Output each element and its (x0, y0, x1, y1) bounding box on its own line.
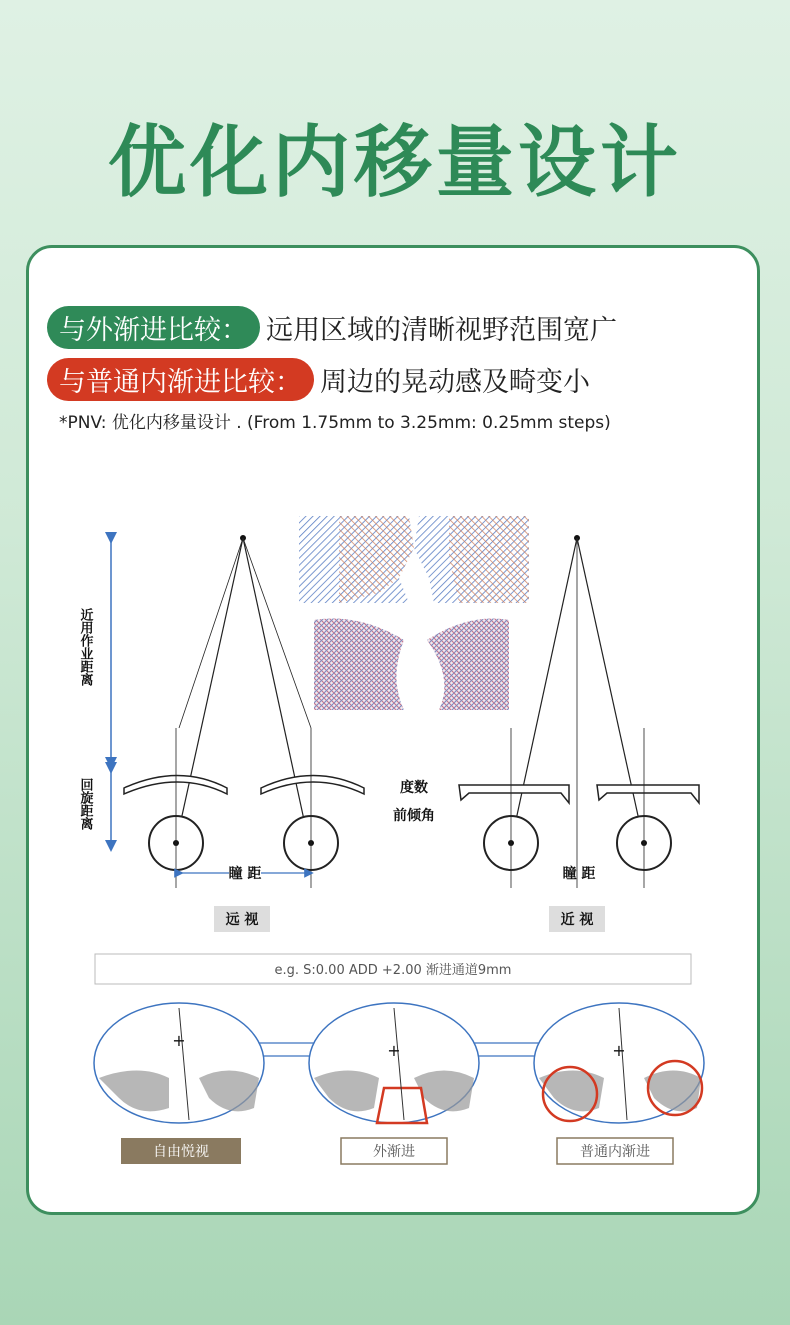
lens-normal-inner-progressive (534, 1003, 704, 1123)
pnv-note: *PNV: 优化内移量设计 . (From 1.75mm to 3.25mm: 0.25mm steps) (59, 413, 611, 433)
compare-text-inner: 周边的晃动感及畸变小 (320, 367, 590, 398)
near-distance-label: 近用作业距离 (77, 608, 93, 686)
pupil-distance-label-near: 瞳 距 (562, 866, 596, 882)
lens-free-vision (94, 1003, 264, 1123)
svg-text:+: + (612, 1041, 626, 1060)
lens-outer-progressive (309, 1003, 479, 1123)
lens-label-normal-inner: 普通内渐进 (580, 1144, 650, 1160)
compare-tag-inner: 与普通内渐进比较： (47, 358, 314, 401)
svg-text:+: + (172, 1031, 186, 1050)
near-vision-label: 近 视 (560, 912, 594, 928)
tilt-angle-label: 前倾角 (393, 808, 435, 824)
lens-label-outer: 外渐进 (373, 1144, 415, 1160)
far-vision-label: 远 视 (225, 912, 259, 928)
content-card (26, 245, 760, 1215)
optics-diagram (29, 248, 760, 1215)
degree-label: 度数 (400, 780, 428, 796)
rotation-distance-label: 回旋距离 (77, 778, 93, 830)
pupil-distance-label-far: 瞳 距 (228, 866, 262, 882)
example-text: e.g. S:0.00 ADD +2.00 渐进通道9mm (274, 963, 512, 978)
page-title: 优化内移量设计 (107, 118, 682, 208)
compare-text-outer: 远用区域的清晰视野范围宽广 (266, 315, 617, 346)
compare-tag-outer: 与外渐进比较： (47, 306, 260, 349)
hatch-patterns (299, 516, 529, 710)
lens-label-free: 自由悦视 (153, 1144, 209, 1160)
lens-ellipses (94, 1003, 704, 1123)
svg-text:+: + (387, 1041, 401, 1060)
